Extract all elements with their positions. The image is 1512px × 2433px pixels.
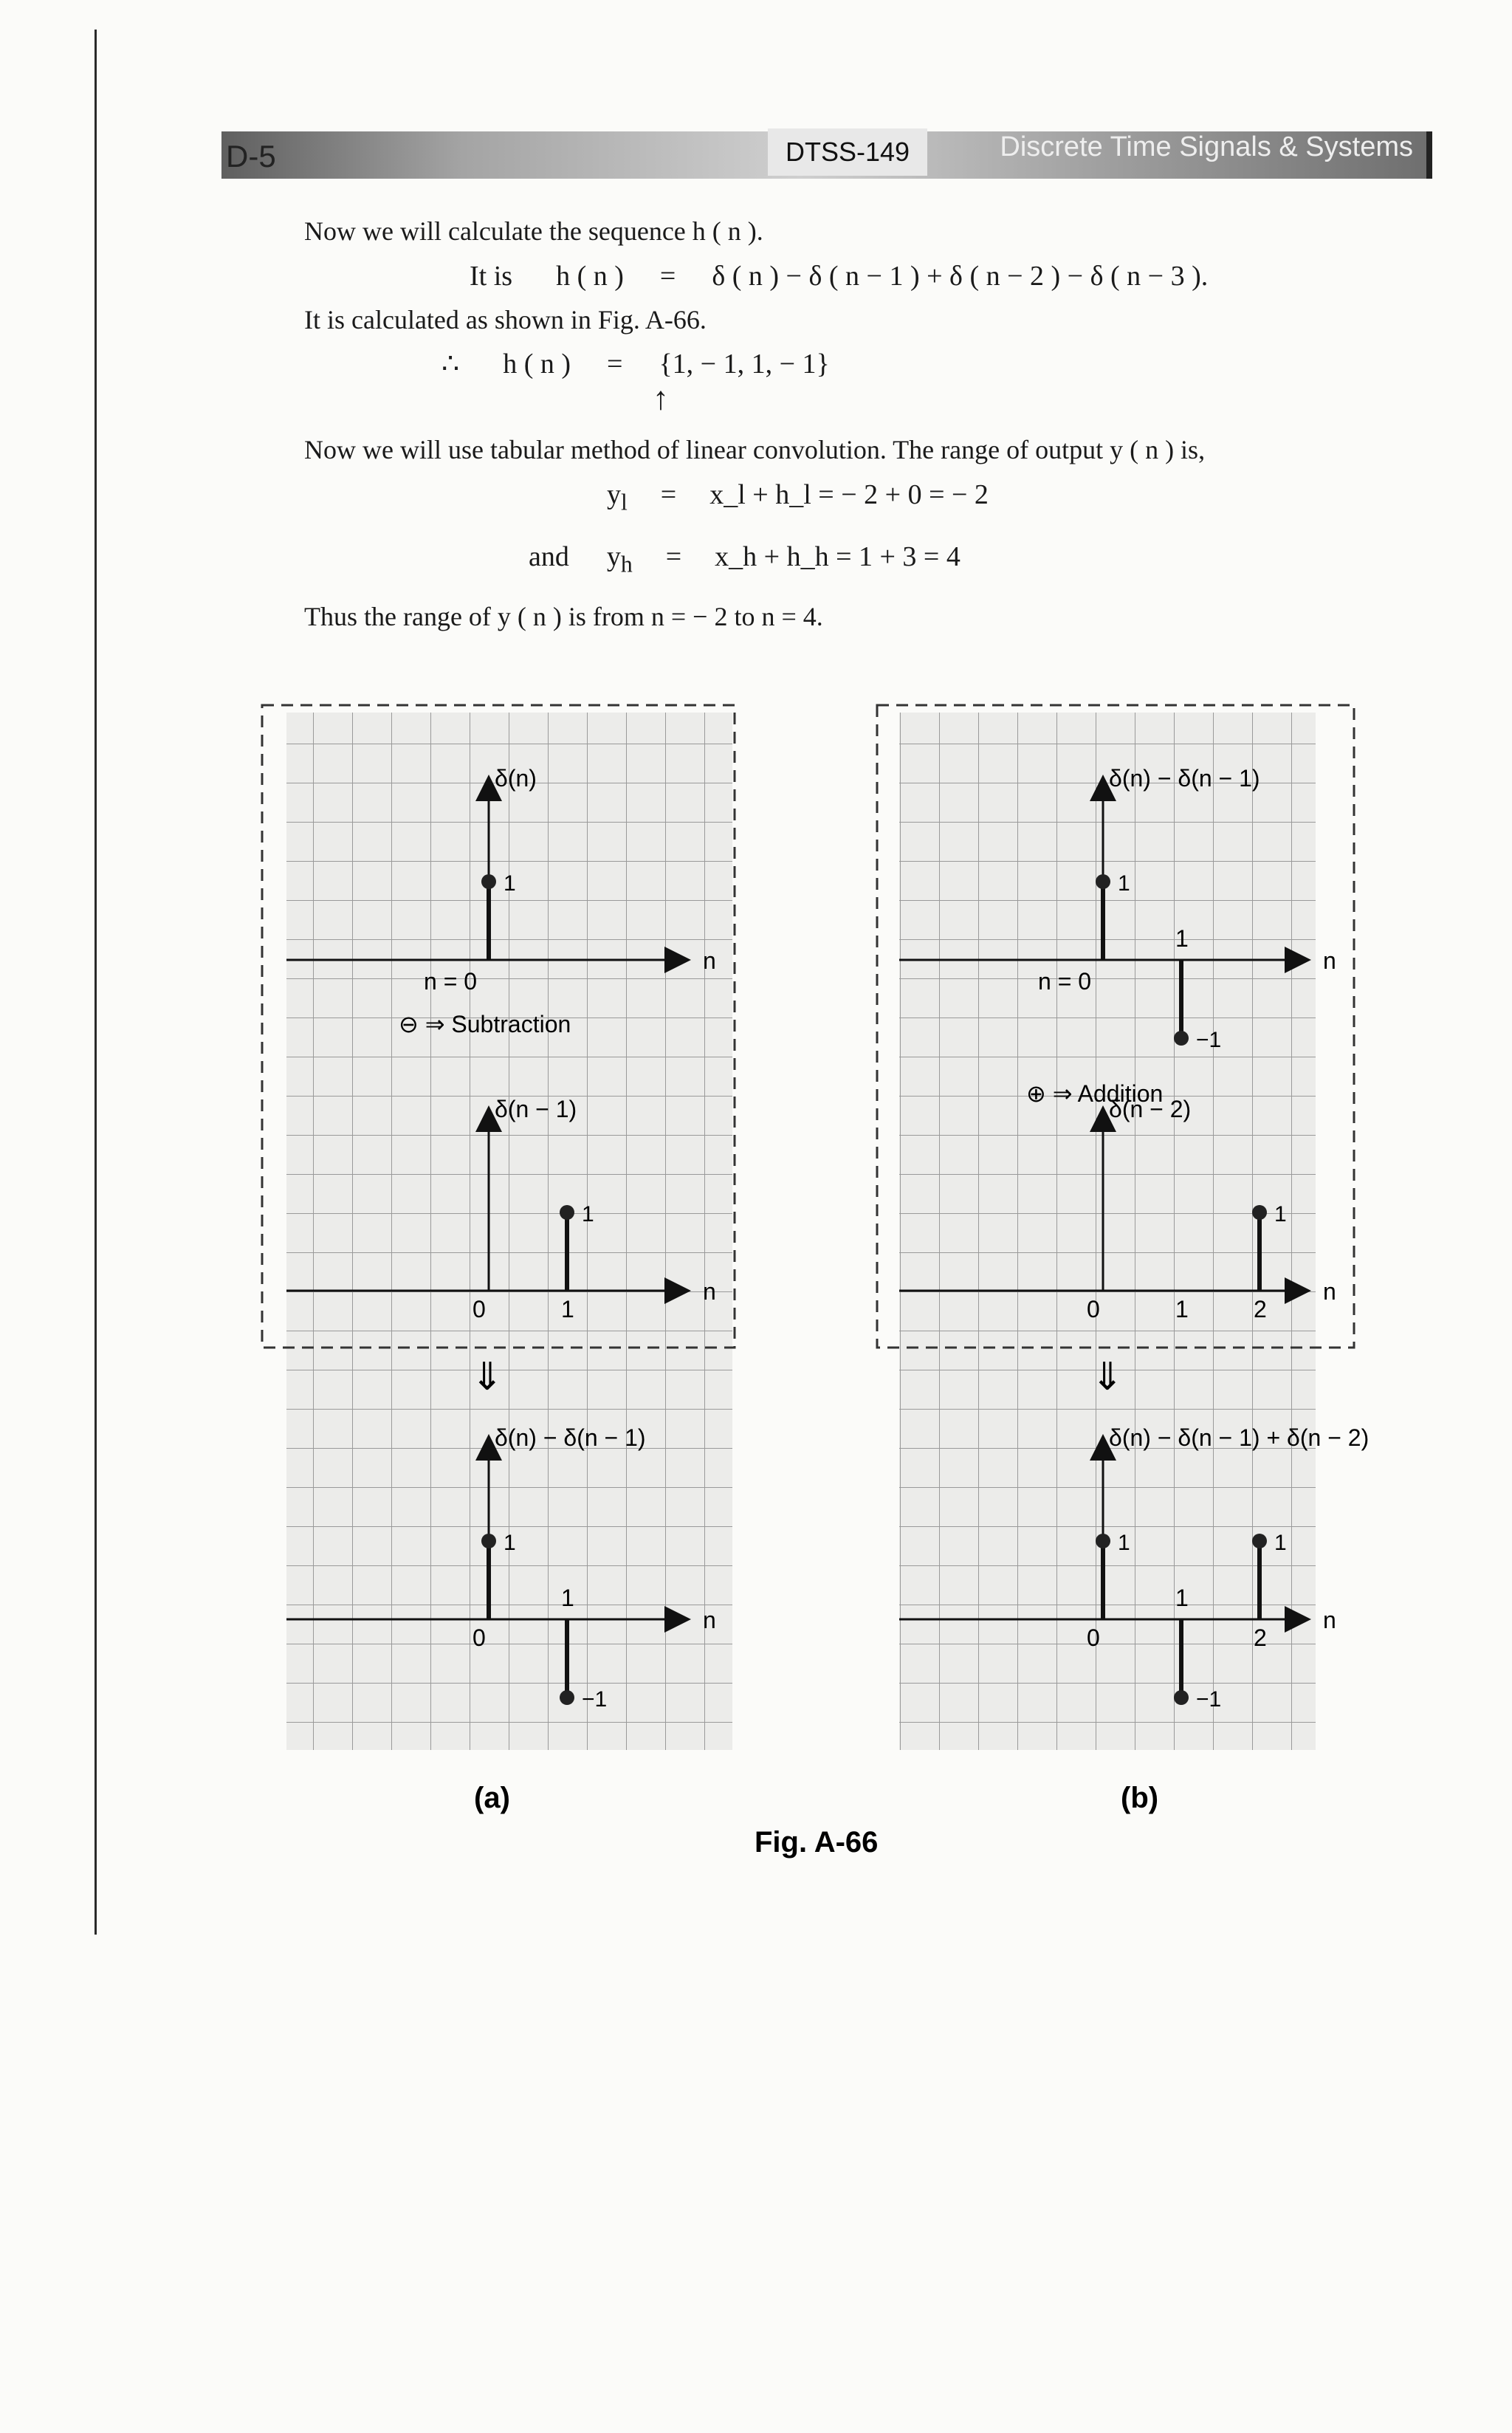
paragraph-3: Now we will use tabular method of linear convolution. The range of output y ( n ) is, [304,435,1206,464]
plot-4-point-0 [1096,874,1110,889]
panel-a-operator: ⊖ ⇒ Subtraction [399,1011,571,1037]
eq2-therefore: ∴ [441,349,460,380]
plot-6-title: δ(n) − δ(n − 1) + δ(n − 2) [1109,1424,1370,1451]
eq1-equals: = [659,261,676,292]
paragraph-2: It is calculated as shown in Fig. A-66. [304,305,707,334]
plot-4-value-label-1: −1 [1196,1028,1222,1052]
plot-4-value-label-0: 1 [1118,871,1130,896]
plot-2-tick-0: 0 [472,1296,486,1322]
plot-6-tick-0: 0 [1087,1624,1100,1651]
plot-6-tick-2: 2 [1254,1624,1267,1651]
plot-3-n-axis-label: n [703,1607,716,1633]
plot-3-tick-0: 0 [472,1624,486,1651]
plot-4-point-1 [1174,1031,1189,1046]
header-tag: D-5 [226,139,276,174]
eq1-lhs: h ( n ) [556,261,624,292]
plot-6-n-axis-label: n [1323,1607,1336,1633]
plot-3-value-label-0: 1 [504,1531,516,1555]
panel-b-grid [899,713,1316,1750]
plot-4-title: δ(n) − δ(n − 1) [1109,765,1260,792]
paragraph-1: Now we will calculate the sequence h ( n ). [304,216,763,246]
eq4-lhs: y [606,541,621,572]
plot-6-tick-1: 1 [1175,1585,1189,1611]
plot-5-n-axis-label: n [1323,1278,1336,1305]
figure-caption: Fig. A-66 [755,1826,879,1859]
panel-b-label: (b) [1121,1782,1159,1814]
eq2-rhs: {1, − 1, 1, − 1} [659,349,830,380]
plot-2-n-axis-label: n [703,1278,716,1305]
panel-a-down-arrow: ⇓ [471,1356,504,1399]
plot-6-point-0 [1096,1534,1110,1548]
plot-3-point-1 [560,1690,574,1705]
plot-6-value-label-2: 1 [1274,1531,1287,1555]
panel-b-down-arrow: ⇓ [1091,1356,1124,1399]
plot-3-point-0 [481,1534,496,1548]
eq2-equals: = [607,349,623,380]
plot-6-value-label-0: 1 [1118,1531,1130,1555]
plot-4-tick-1: 1 [1175,925,1189,952]
plot-6-point-1 [1174,1690,1189,1705]
eq4-equals: = [665,541,682,572]
plot-4-n-axis-label: n [1323,947,1336,974]
panel-b-operator: ⊕ ⇒ Addition [1026,1080,1164,1107]
plot-3-value-label-1: −1 [582,1687,608,1712]
plot-3-tick-1: 1 [561,1585,574,1611]
eq3-lhs: y [607,479,621,510]
plot-2-value-label-0: 1 [582,1202,594,1226]
eq1-rhs: δ ( n ) − δ ( n − 1 ) + δ ( n − 2 ) − δ ( n − 3 ). [712,261,1209,292]
plot-6-point-2 [1252,1534,1267,1548]
plot-2-title: δ(n − 1) [495,1096,577,1122]
plot-1-origin-label: n = 0 [424,968,478,995]
plot-3-title: δ(n) − δ(n − 1) [495,1424,646,1451]
plot-5-tick-1: 1 [1175,1296,1189,1322]
paragraph-4: Thus the range of y ( n ) is from n = − 2 to n = 4. [304,602,823,631]
plot-6-value-label-1: −1 [1196,1687,1222,1712]
eq4-and: and [529,541,569,572]
plot-5-tick-2: 2 [1254,1296,1267,1322]
eq4-rhs: x_h + h_h = 1 + 3 = 4 [715,541,961,572]
plot-5-tick-0: 0 [1087,1296,1100,1322]
plot-2-point-0 [560,1205,574,1220]
eq3-sub: l [621,489,628,515]
eq1-lead: It is [470,261,513,292]
plot-4-origin-label: n = 0 [1038,968,1092,995]
plot-1-n-axis-label: n [703,947,716,974]
plot-1-point-0 [481,874,496,889]
plot-5-title: δ(n − 2) [1109,1096,1192,1122]
header-section-title: Discrete Time Signals & Systems [1000,131,1413,162]
eq2-lhs: h ( n ) [503,349,571,380]
origin-arrow: ↑ [653,380,669,416]
panel-a-label: (a) [474,1782,510,1814]
plot-1-title: δ(n) [495,765,537,792]
eq4-sub: h [620,551,633,577]
plot-5-value-label-0: 1 [1274,1202,1287,1226]
panel-a-grid [286,713,732,1750]
plot-2-tick-1: 1 [561,1296,574,1322]
eq3-rhs: x_l + h_l = − 2 + 0 = − 2 [709,479,989,510]
plot-5-point-0 [1252,1205,1267,1220]
eq3-equals: = [660,479,677,510]
plot-1-value-label-0: 1 [504,871,516,896]
header-page-code: DTSS-149 [768,128,927,176]
